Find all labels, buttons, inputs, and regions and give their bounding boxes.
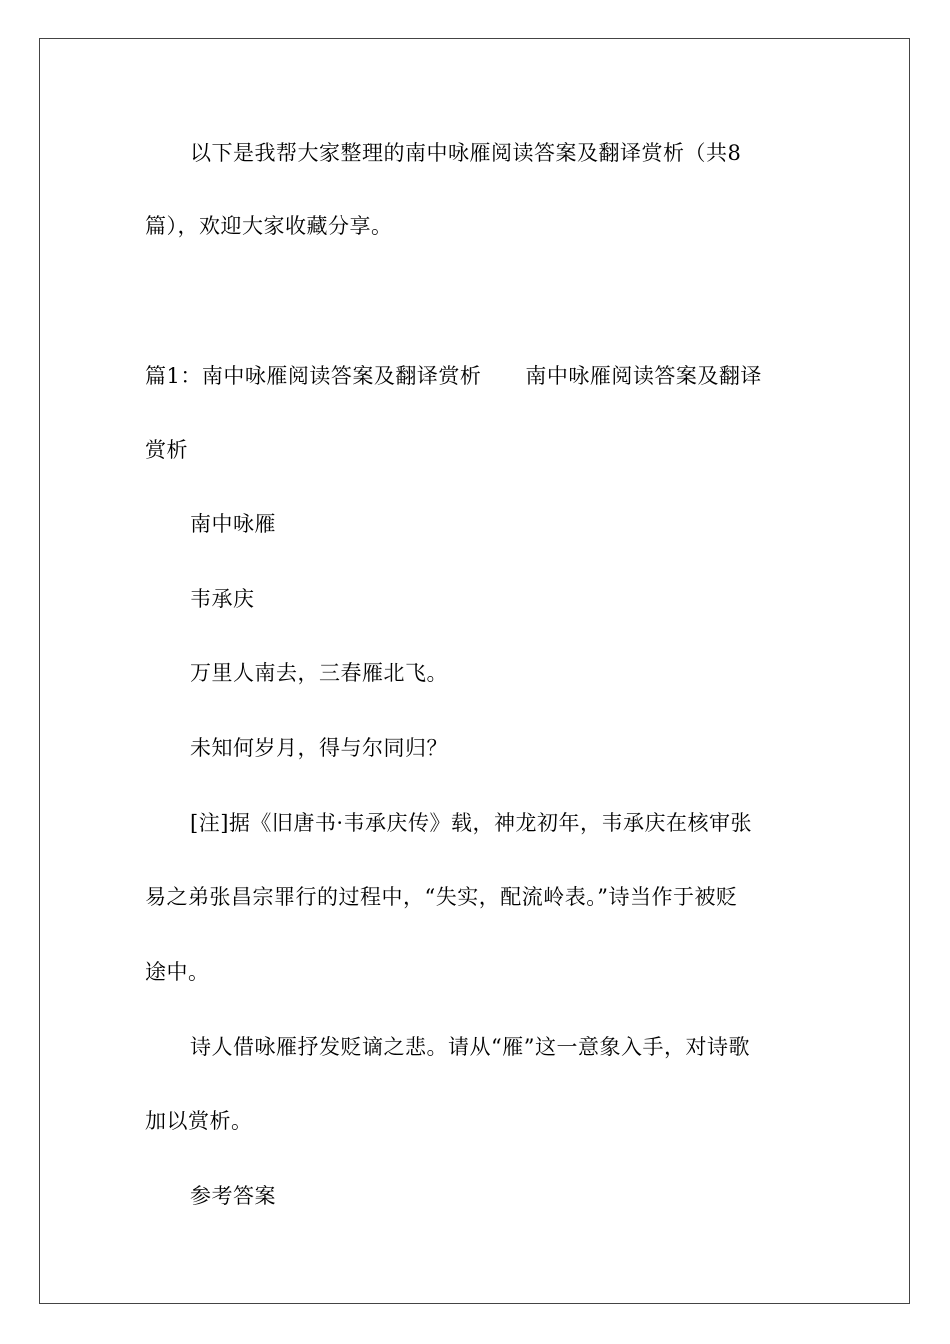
question-line-2: 加以赏析。	[145, 1109, 253, 1133]
intro-line-2: 篇），欢迎大家收藏分享。	[145, 214, 393, 238]
poem-line-2: 未知何岁月，得与尔同归？	[190, 736, 448, 760]
note-line-3: 途中。	[145, 960, 210, 984]
section-heading-continued: 赏析	[145, 438, 188, 462]
note-line-2: 易之弟张昌宗罪行的过程中，“失实，配流岭表。”诗当作于被贬	[145, 885, 738, 909]
poem-title: 南中咏雁	[190, 512, 276, 536]
answer-label: 参考答案	[190, 1184, 276, 1208]
poem-author: 韦承庆	[190, 587, 255, 611]
section-heading-part-b: 南中咏雁阅读答案及翻译	[525, 364, 762, 388]
section-heading	[145, 362, 762, 390]
poem-line-1: 万里人南去，三春雁北飞。	[190, 661, 448, 685]
question-line-1: 诗人借咏雁抒发贬谪之悲。请从“雁”这一意象入手，对诗歌	[190, 1035, 750, 1059]
section-heading-part-a: 篇1：南中咏雁阅读答案及翻译赏析	[145, 364, 482, 388]
note-line-1: [注]据《旧唐书·韦承庆传》载，神龙初年，韦承庆在核审张	[190, 811, 753, 835]
intro-line-1: 以下是我帮大家整理的南中咏雁阅读答案及翻译赏析（共8	[190, 141, 742, 165]
